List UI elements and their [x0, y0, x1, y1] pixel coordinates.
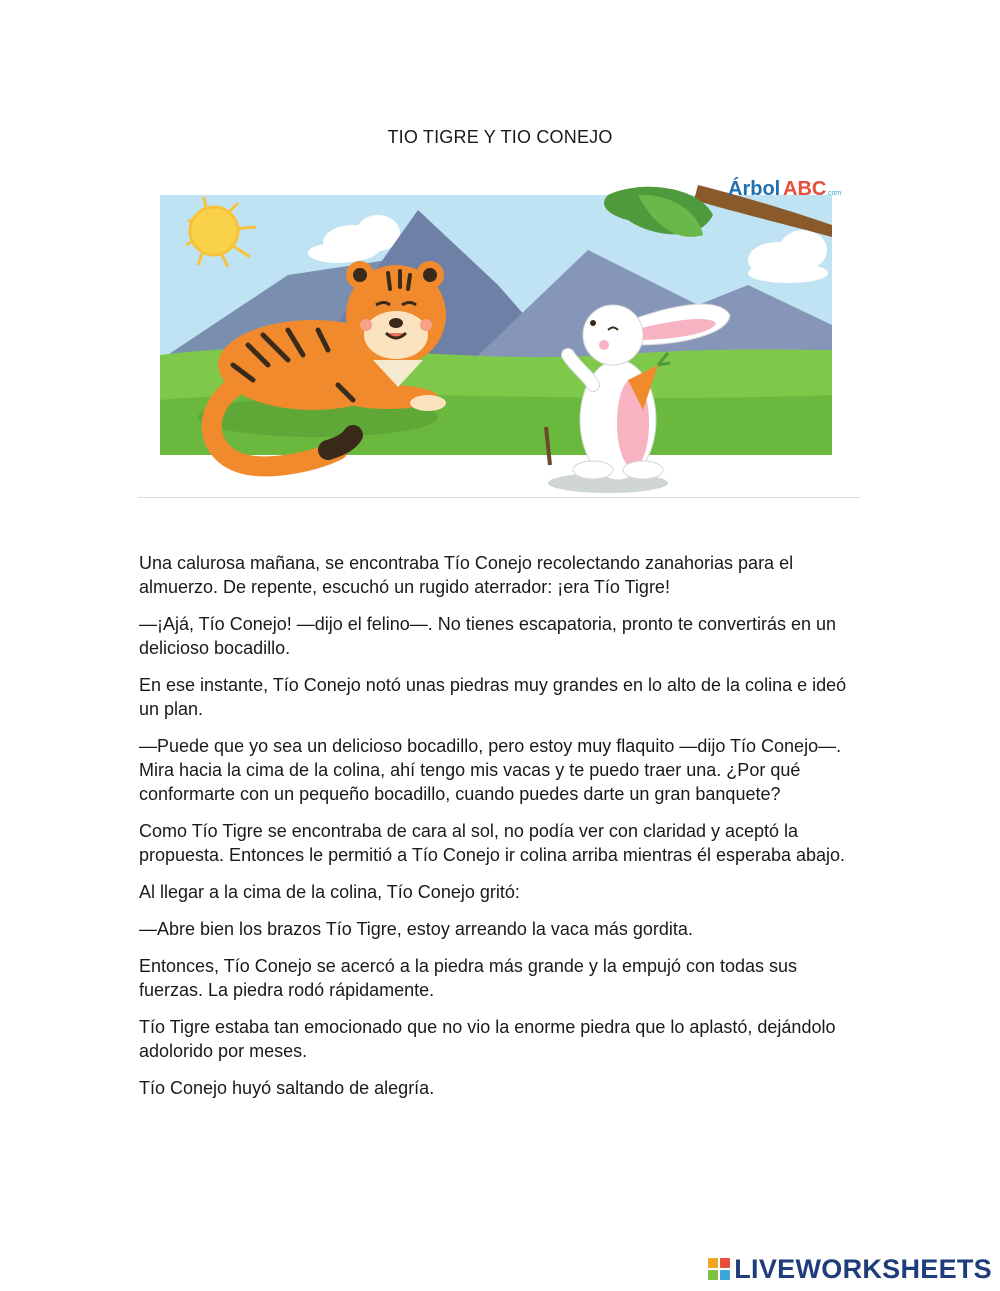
liveworksheets-blocks-icon	[708, 1258, 730, 1280]
story-paragraph: Una calurosa mañana, se encontraba Tío Conejo recolectando zanahorias para el almuerzo. De repente, escuchó un rugido aterrador: ¡era Tío Tigre!	[139, 553, 794, 597]
story-paragraph: —¡Ajá, Tío Conejo! —dijo el felino—. No tienes escapatoria, pronto te convertirás en un delicioso bocadillo.	[139, 614, 837, 658]
story-paragraph: En ese instante, Tío Conejo notó unas piedras muy grandes en lo alto de la colina e ideó un plan.	[139, 675, 847, 719]
svg-text:.com: .com	[826, 190, 842, 197]
story-paragraph: —Abre bien los brazos Tío Tigre, estoy arreando la vaca más gordita.	[139, 919, 693, 939]
story-paragraph: Al llegar a la cima de la colina, Tío Conejo gritó:	[139, 882, 520, 902]
block	[720, 1258, 730, 1268]
divider	[138, 497, 860, 498]
page-title: TIO TIGRE Y TIO CONEJO	[387, 127, 613, 147]
block	[720, 1270, 730, 1280]
story-paragraph: Como Tío Tigre se encontraba de cara al sol, no podía ver con claridad y aceptó la propuesta. Entonces le permitió a Tío Conejo ir colina arriba mientras él esperaba abajo.	[139, 821, 846, 865]
story-paragraph: Entonces, Tío Conejo se acercó a la piedra más grande y la empujó con todas sus fuerzas. La piedra rodó rápidamente.	[139, 956, 798, 1000]
story-paragraph: —Puede que yo sea un delicioso bocadillo, pero estoy muy flaquito —dijo Tío Conejo—. Mira hacia la cima de la colina, ahí tengo mis vacas y te puedo traer una. ¿Por qué conformarte con un pequeño bocadillo, cuando puedes darte un gran banquete?	[139, 736, 842, 804]
block	[708, 1258, 718, 1268]
svg-text:ABC: ABC	[783, 178, 827, 200]
story-text	[139, 551, 864, 1113]
arbolabc-logo: Árbol	[728, 178, 781, 200]
liveworksheets-logo[interactable]	[708, 1253, 992, 1285]
block	[708, 1270, 718, 1280]
story-paragraph: Tío Tigre estaba tan emocionado que no vio la enorme piedra que lo aplastó, dejándolo adolorido por meses.	[139, 1017, 836, 1061]
story-illustration	[138, 165, 860, 500]
liveworksheets-brand: LIVEWORKSHEETS	[734, 1253, 992, 1284]
story-paragraph: Tío Conejo huyó saltando de alegría.	[139, 1078, 435, 1098]
